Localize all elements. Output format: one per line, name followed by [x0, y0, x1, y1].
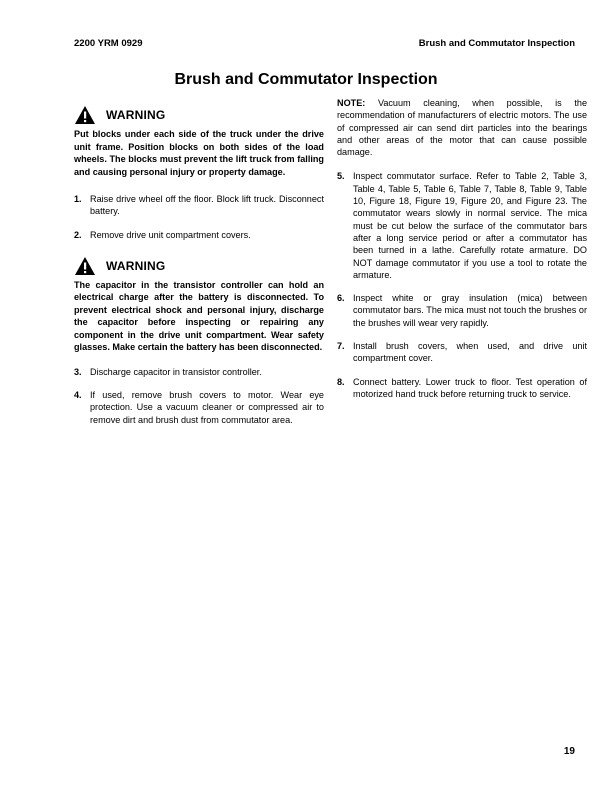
page-title: Brush and Commutator Inspection [174, 71, 438, 88]
step-number: 8. [337, 376, 345, 387]
warning-text-2: The capacitor in the transistor controller can hold an electrical charge after the battery is disconnected. To prevent electrical shock and personal injury, discharge the capacitor before inspecting or repairing any component in the drive unit compartment. Wear safety glasses. Make certain the battery has been disconnected. [74, 279, 324, 353]
warning-heading-2 [74, 255, 324, 277]
steps-list-left-2 [74, 366, 324, 426]
step-number: 6. [337, 293, 345, 304]
warning-label: WARNING [106, 258, 166, 273]
note [337, 97, 587, 158]
page-number: 19 [563, 746, 575, 757]
warning-heading-1 [74, 104, 324, 126]
list-item [337, 376, 587, 401]
section-header: Brush and Commutator Inspection [418, 38, 575, 49]
step-number: 2. [74, 229, 82, 240]
step-text: Install brush covers, when used, and drive unit compartment cover. [353, 341, 587, 364]
list-item [74, 193, 324, 218]
list-item [74, 366, 324, 378]
note-label: NOTE: [337, 98, 366, 108]
step-text: If used, remove brush covers to motor. Wear eye protection. Use a vacuum cleaner or compressed air to remove dirt and brush dust from commutator area. [90, 390, 324, 425]
list-item [337, 292, 587, 329]
warning-text-1: Put blocks under each side of the truck under the drive unit frame. Position blocks on both sides of the load wheels. The blocks must prevent the lift truck from falling and causing personal injury or property damage. [74, 129, 324, 177]
steps-list-right [337, 170, 587, 400]
step-number: 1. [74, 194, 82, 204]
step-text: Remove drive unit compartment covers. [90, 229, 251, 240]
right-column [337, 97, 587, 400]
step-text: Discharge capacitor in transistor controller. [90, 366, 262, 377]
list-item [337, 340, 587, 365]
steps-list-left-1 [74, 193, 324, 241]
step-number: 5. [337, 171, 345, 182]
warning-triangle-icon [74, 256, 96, 276]
list-item [337, 170, 587, 281]
warning-triangle-icon [74, 105, 96, 125]
step-number: 7. [337, 341, 345, 352]
warning-label: WARNING [106, 108, 166, 122]
step-text: Inspect white or gray insulation (mica) between commutator bars. The mica must not touch the brushes or the brushes will wear very rapidly. [353, 293, 587, 328]
step-text: Connect battery. Lower truck to floor. Test operation of motorized hand truck before returning truck to service. [353, 376, 587, 399]
list-item [74, 389, 324, 426]
list-item [74, 229, 324, 241]
step-text: Inspect commutator surface. Refer to Table 2, Table 3, Table 4, Table 5, Table 6, Table 7, Table 8, Table 9, Table 10, Figure 18, Figure 19, Figure 20, and Figure 23. The commutator wears slowly in normal service. The mica must be cut below the surface of the commutator bars after a long service period or after a commutator has been turned in a lathe. Carefully rotate armature. DO NOT damage commutator if you use a tool to rotate the armature. [353, 171, 587, 280]
left-column [74, 100, 324, 426]
step-number: 4. [74, 390, 82, 401]
step-text: Raise drive wheel off the floor. Block lift truck. Disconnect battery. [90, 194, 324, 217]
note-text: Vacuum cleaning, when possible, is the recommendation of manufacturers of electric motors. The use of compressed air can send dirt particles into the bearings and other areas of the motor that can cause possible damage. [337, 98, 588, 158]
step-number: 3. [74, 366, 82, 377]
document-code: 2200 YRM 0929 [74, 38, 143, 49]
